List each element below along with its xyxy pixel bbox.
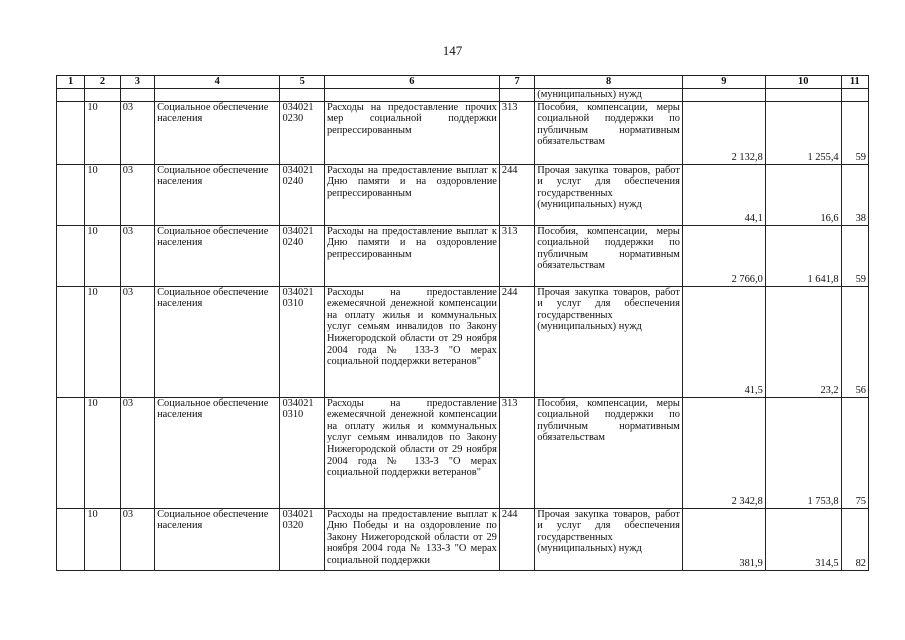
- actual-value: 16,6: [765, 164, 841, 225]
- section-code: 10: [85, 101, 120, 164]
- page-number: 147: [442, 43, 463, 58]
- expense-description: Расходы на предоставление выплат к Дню памяти и на оздоровление репрессированным: [324, 225, 499, 286]
- target-code: 034021 0310: [280, 286, 324, 397]
- subsection-code: 03: [120, 164, 154, 225]
- col-header: 7: [499, 76, 534, 89]
- col-header: 10: [765, 76, 841, 89]
- expense-type-code: 313: [499, 225, 534, 286]
- table-row: [57, 225, 869, 286]
- col-header: 6: [324, 76, 499, 89]
- section-name: Социальное обеспечение населения: [155, 225, 280, 286]
- subsection-code: 03: [120, 508, 154, 570]
- percent-value: 75: [841, 397, 868, 508]
- plan-value: 2 342,8: [682, 397, 765, 508]
- section-name: Социальное обеспечение населения: [155, 101, 280, 164]
- table-row: [57, 164, 869, 225]
- section-code: 10: [85, 397, 120, 508]
- actual-value: 1 641,8: [765, 225, 841, 286]
- subsection-code: 03: [120, 286, 154, 397]
- section-name: Социальное обеспечение населения: [155, 397, 280, 508]
- expense-type-code: 244: [499, 508, 534, 570]
- section-code: 10: [85, 164, 120, 225]
- expense-description: Расходы на предоставление выплат к Дню памяти и на оздоровление репрессированным: [324, 164, 499, 225]
- subsection-code: 03: [120, 397, 154, 508]
- table-row: [57, 286, 869, 397]
- header-row: [57, 76, 869, 89]
- target-code: 034021 0240: [280, 164, 324, 225]
- col-header: 5: [280, 76, 324, 89]
- section-name: Социальное обеспечение населения: [155, 508, 280, 570]
- expense-type-code: 244: [499, 164, 534, 225]
- expense-type-code: 313: [499, 397, 534, 508]
- section-code: 10: [85, 508, 120, 570]
- expense-description: Расходы на предоставление прочих мер социальной поддержки репрессированным: [324, 101, 499, 164]
- target-code: 034021 0310: [280, 397, 324, 508]
- actual-value: 1 753,8: [765, 397, 841, 508]
- expense-description: Расходы на предоставление ежемесячной денежной компенсации на оплату жилья и коммунальных услуг семьям инвалидов по Закону Нижегородской области от 29 ноября 2004 года № 133-З "О мерах социальной поддержки ветеранов": [324, 286, 499, 397]
- expense-type-code: 313: [499, 101, 534, 164]
- percent-value: 59: [841, 101, 868, 164]
- expense-type-name: Прочая закупка товаров, работ и услуг для обеспечения государственных (муниципальных) нужд: [535, 164, 683, 225]
- subsection-code: 03: [120, 225, 154, 286]
- percent-value: 59: [841, 225, 868, 286]
- expense-type-name: Пособия, компенсации, меры социальной поддержки по публичным нормативным обязательствам: [535, 225, 683, 286]
- plan-value: 2 766,0: [682, 225, 765, 286]
- table-row: [57, 101, 869, 164]
- target-code: 034021 0240: [280, 225, 324, 286]
- budget-table: [56, 75, 869, 571]
- section-code: 10: [85, 286, 120, 397]
- col-header: 4: [155, 76, 280, 89]
- table-row: [57, 508, 869, 570]
- plan-value: 381,9: [682, 508, 765, 570]
- actual-value: 1 255,4: [765, 101, 841, 164]
- col-header: 9: [682, 76, 765, 89]
- col-header: 1: [57, 76, 85, 89]
- plan-value: 44,1: [682, 164, 765, 225]
- section-name: Социальное обеспечение населения: [155, 164, 280, 225]
- percent-value: 56: [841, 286, 868, 397]
- target-code: 034021 0230: [280, 101, 324, 164]
- percent-value: 82: [841, 508, 868, 570]
- col-header: 2: [85, 76, 120, 89]
- section-name: Социальное обеспечение населения: [155, 286, 280, 397]
- expense-type-code: 244: [499, 286, 534, 397]
- actual-value: 314,5: [765, 508, 841, 570]
- plan-value: 41,5: [682, 286, 765, 397]
- expense-type-name: Прочая закупка товаров, работ и услуг для обеспечения государственных (муниципальных) нужд: [535, 508, 683, 570]
- expense-description: Расходы на предоставление ежемесячной денежной компенсации на оплату жилья и коммунальных услуг семьям инвалидов по Закону Нижегородской области от 29 ноября 2004 года № 133-З "О мерах социальной поддержки ветеранов": [324, 397, 499, 508]
- expense-description: Расходы на предоставление выплат к Дню Победы и на оздоровление по Закону Нижегородской области от 29 ноября 2004 года № 133-З "О мерах социальной поддержки: [324, 508, 499, 570]
- col-header: 3: [120, 76, 154, 89]
- col-header: 8: [535, 76, 683, 89]
- continuation-row: [57, 89, 869, 102]
- col-header: 11: [841, 76, 868, 89]
- plan-value: 2 132,8: [682, 101, 765, 164]
- expense-type-name: Пособия, компенсации, меры социальной поддержки по публичным нормативным обязательствам: [535, 397, 683, 508]
- expense-type-name: Пособия, компенсации, меры социальной поддержки по публичным нормативным обязательствам: [535, 101, 683, 164]
- target-code: 034021 0320: [280, 508, 324, 570]
- table-row: [57, 397, 869, 508]
- continuation-text: (муниципальных) нужд: [535, 89, 683, 102]
- section-code: 10: [85, 225, 120, 286]
- actual-value: 23,2: [765, 286, 841, 397]
- percent-value: 38: [841, 164, 868, 225]
- subsection-code: 03: [120, 101, 154, 164]
- expense-type-name: Прочая закупка товаров, работ и услуг для обеспечения государственных (муниципальных) нужд: [535, 286, 683, 397]
